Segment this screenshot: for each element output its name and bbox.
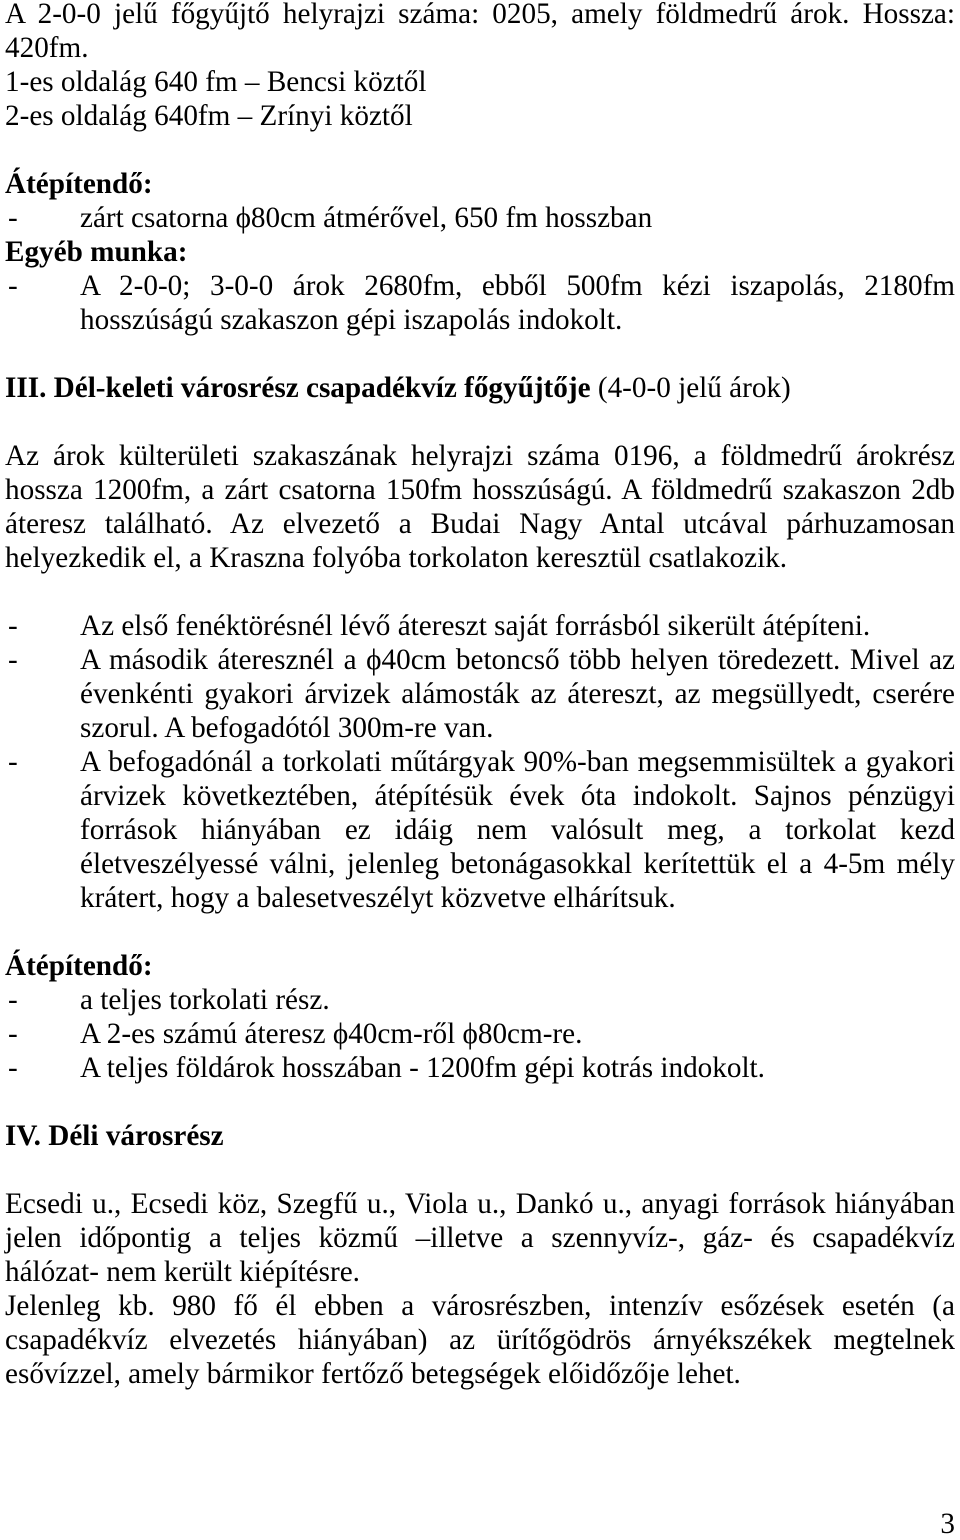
list-item-line: A 2-es számú áteresz ϕ40cm-ről ϕ80cm-re. — [80, 1018, 583, 1050]
blank-line — [5, 575, 955, 609]
intro-paragraph — [5, 0, 955, 65]
document-page — [5, 0, 955, 1391]
bullet-dash: - — [8, 984, 18, 1016]
list-item — [5, 1017, 955, 1051]
section-iii-paragraph — [5, 439, 955, 575]
rebuild-heading: Átépítendő: — [5, 950, 153, 982]
bullet-dash: - — [8, 610, 18, 642]
list-item — [5, 269, 955, 337]
paragraph-line: A 2-0-0 jelű főgyűjtő helyrajzi száma: 0205, amely földmedrű árok. Hossza: — [5, 0, 955, 30]
paragraph-line: helyezkedik el, a Kraszna folyóba torkolaton keresztül csatlakozik. — [5, 542, 788, 574]
list-item-line: A 2-0-0; 3-0-0 árok 2680fm, ebből 500fm kézi iszapolás, 2180fm — [80, 270, 955, 302]
bullet-dash: - — [8, 746, 18, 778]
list-item — [5, 201, 955, 235]
section-iv-paragraph — [5, 1289, 955, 1391]
section-iii-title: III. Dél-keleti városrész csapadékvíz főgyűjtője — [5, 372, 591, 404]
branch-line: 2-es oldalág 640fm – Zrínyi köztől — [5, 100, 413, 132]
list-item-line: krátert, hogy a balesetveszélyt közvetve elhárítsuk. — [80, 882, 676, 914]
rebuild-heading: Átépítendő: — [5, 168, 153, 200]
section-iii-heading — [5, 371, 955, 405]
list-item-line: források hiányában ez idáig nem valósult meg, a torkolat kezd — [80, 814, 955, 846]
list-item — [5, 745, 955, 915]
paragraph-line: Ecsedi u., Ecsedi köz, Szegfű u., Viola u., Dankó u., anyagi források hiányában — [5, 1188, 955, 1220]
blank-line — [5, 133, 955, 167]
paragraph-line: áteresz található. Az elvezető a Budai Nagy Antal utcával párhuzamosan — [5, 508, 955, 540]
paragraph-line: jelen időpontig a teljes közmű –illetve a szennyvíz-, gáz- és csapadékvíz — [5, 1222, 955, 1254]
paragraph-line: esővízzel, amely bármikor fertőző betegségek előidőzője lehet. — [5, 1358, 741, 1390]
bullet-dash: - — [8, 1018, 18, 1050]
branch-line: 1-es oldalág 640 fm – Bencsi köztől — [5, 66, 427, 98]
list-item-line: árvizek következtében, átépítésük évek óta indokolt. Sajnos pénzügyi — [80, 780, 955, 812]
list-item-line: zárt csatorna ϕ80cm átmérővel, 650 fm hosszban — [80, 202, 653, 234]
list-item — [5, 609, 955, 643]
page-number: 3 — [940, 1508, 955, 1540]
list-item — [5, 983, 955, 1017]
bullet-dash: - — [8, 202, 18, 234]
list-item-line: szorul. A befogadótól 300m-re van. — [80, 712, 494, 744]
paragraph-line: hossza 1200fm, a zárt csatorna 150fm hosszúságú. A földmedrű szakaszon 2db — [5, 474, 955, 506]
bullet-dash: - — [8, 644, 18, 676]
other-work-heading: Egyéb munka: — [5, 236, 188, 268]
list-item-line: életveszélyessé válni, jelenleg betonágasokkal kerítettük el a 4-5m mély — [80, 848, 955, 880]
list-item — [5, 1051, 955, 1085]
blank-line — [5, 337, 955, 371]
blank-line — [5, 405, 955, 439]
list-item-line: évenkénti gyakori árvizek alámosták az átereszt, az megsüllyedt, cserére — [80, 678, 955, 710]
list-item-line: A befogadónál a torkolati műtárgyak 90%-ban megsemmisültek a gyakori — [80, 746, 955, 778]
list-item-line: Az első fenéktörésnél lévő átereszt saját forrásból sikerült átépíteni. — [80, 610, 871, 642]
list-item-line: hosszúságú szakaszon gépi iszapolás indokolt. — [80, 304, 623, 336]
paragraph-line: 420fm. — [5, 32, 89, 64]
blank-line — [5, 915, 955, 949]
bullet-dash: - — [8, 270, 18, 302]
paragraph-line: Jelenleg kb. 980 fő él ebben a városrészben, intenzív esőzések esetén (a — [5, 1290, 955, 1322]
section-iii-title-suffix: (4-0-0 jelű árok) — [597, 372, 791, 404]
list-item — [5, 643, 955, 745]
blank-line — [5, 1153, 955, 1187]
paragraph-line: csapadékvíz elvezetés hiányában) az ürítőgödrös árnyékszékek megtelnek — [5, 1324, 955, 1356]
blank-line — [5, 1085, 955, 1119]
bullet-dash: - — [8, 1052, 18, 1084]
paragraph-line: Az árok külterületi szakaszának helyrajzi száma 0196, a földmedrű árokrész — [5, 440, 955, 472]
section-iv-paragraph — [5, 1187, 955, 1289]
list-item-line: a teljes torkolati rész. — [80, 984, 330, 1016]
section-iv-title: IV. Déli városrész — [5, 1120, 224, 1152]
list-item-line: A teljes földárok hosszában - 1200fm gépi kotrás indokolt. — [80, 1052, 765, 1084]
list-item-line: A második áteresznél a ϕ40cm betoncső több helyen töredezett. Mivel az — [80, 644, 955, 676]
paragraph-line: hálózat- nem került kiépítésre. — [5, 1256, 360, 1288]
